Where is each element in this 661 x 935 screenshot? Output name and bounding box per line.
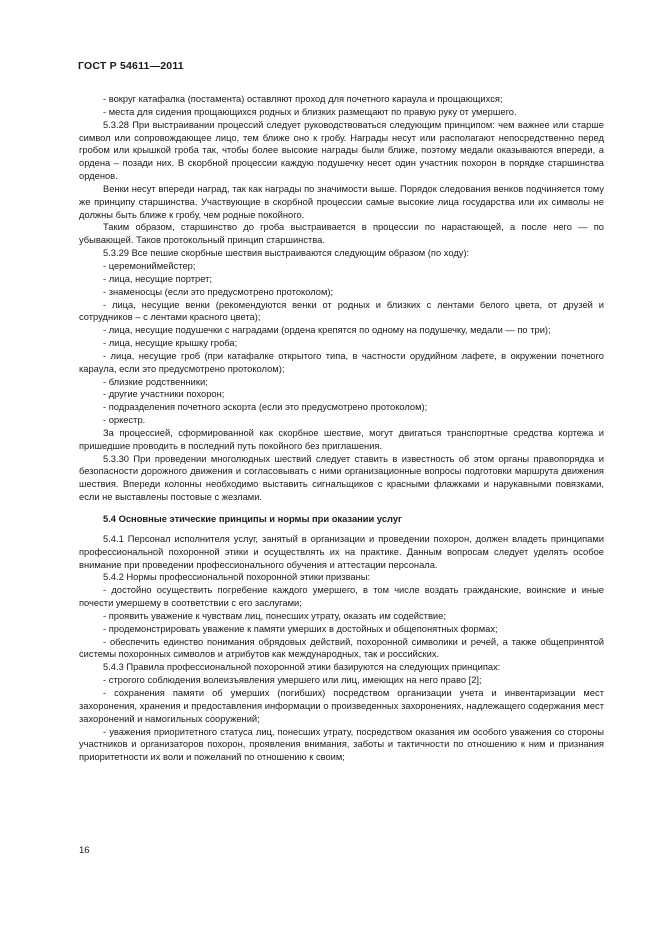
paragraph: 5.3.30 При проведении многолюдных шествий следует ставить в известность об этом органы правопорядка и безопасности дорожного движения и согласовывать с ними организационные вопросы подготовки маршрута движения шествия. Впереди колонны необходимо выставить сигнальщиков с красными флажками и нарукавными повязками, если не выставлены постовые с жезлами. — [79, 453, 604, 503]
list-item: - близкие родственники; — [103, 376, 208, 387]
list-item: - лица, несущие гроб (при катафалке открытого типа, в частности орудийном лафете, в окружении почетного караула, если это предусмотрено протоколом); — [79, 350, 604, 374]
paragraph: 5.3.28 При выстраивании процессий следует руководствоваться следующим принципом: чем важнее или старше символ или сопровождающее лицо, тем ближе оно к гробу. Награды несут или располагают непосредственно перед гробом или крышкой гроба так, чтобы более высокие награды были ближе, поэтому медали оказываются впереди, а ордена – позади них. В скорбной процессии каждую подушечку несет один участник похорон в порядке старшинства орденов. — [79, 119, 604, 182]
paragraph: Таким образом, старшинство до гроба выстраивается в процессии по нарастающей, а после него — по убывающей. Таков протокольный принцип старшинства. — [79, 222, 604, 246]
page-body — [79, 93, 604, 764]
list-item: - лица, несущие подушечки с наградами (ордена крепятся по одному на подушечку, медали — по три); — [103, 325, 551, 336]
list-item: - лица, несущие портрет; — [103, 273, 213, 284]
list-item: - продемонстрировать уважение к памяти умерших в достойных и общепонятных формах; — [103, 623, 498, 634]
paragraph: 5.3.29 Все пешие скорбные шествия выстраиваются следующим образом (по ходу): — [103, 248, 470, 259]
list-item: - знаменосцы (если это предусмотрено протоколом); — [103, 286, 334, 297]
list-item: - лица, несущие венки (рекомендуются венки от родных и близких с лентами белого цвета, от друзей и сотрудников – с лентами красного цвета); — [79, 299, 604, 323]
paragraph: - вокруг катафалка (постамента) оставляют проход для почетного караула и прощающихся; — [103, 94, 503, 104]
page-number: 16 — [79, 845, 90, 856]
list-item: - лица, несущие крышку гроба; — [103, 338, 238, 349]
section-heading: 5.4 Основные этические принципы и нормы при оказании услуг — [103, 514, 402, 524]
list-item: - оркестр. — [103, 415, 146, 426]
list-item: - проявить уважение к чувствам лиц, понесших утрату, оказать им содействие; — [103, 610, 446, 621]
list-item: - уважения приоритетного статуса лиц, понесших утрату, посредством оказания им особого уважения со стороны участников и организаторов похорон, проявления внимания, заботы и тактичности по отношению к ним и признания приоритетности их воли и пожеланий по отношению к своим; — [79, 726, 604, 763]
list-item: - церемониймейстер; — [103, 260, 196, 271]
paragraph: За процессией, сформированной как скорбное шествие, могут двигаться транспортные средства кортежа и пришедшие проводить в последний путь покойного без приглашения. — [79, 427, 604, 451]
list-item: - сохранения памяти об умерших (погибших) посредством организации учета и инвентаризации мест захоронения, хранения и предоставления информации о произведенных захоронениях, надлежащего содержания мест захоронений и намогильных сооружений; — [79, 687, 604, 724]
list-item: - строгого соблюдения волеизъявления умершего или лиц, имеющих на него право [2]; — [103, 675, 482, 686]
list-item: - подразделения почетного эскорта (если это предусмотрено протоколом); — [103, 402, 428, 413]
document-header: ГОСТ Р 54611—2011 — [78, 60, 184, 72]
list-item: - другие участники похорон; — [103, 389, 225, 400]
list-item: - достойно осуществить погребение каждого умершего, в том числе воздать гражданские, воинские и иные почести умершему в соответствии с его заслугами; — [79, 585, 604, 609]
list-item: - обеспечить единство понимания обрядовых действий, похоронной символики и речей, а также общепринятой системы похоронных символов и атрибутов как международных, так и российских. — [79, 636, 604, 660]
paragraph: - места для сидения прощающихся родных и близких размещают по правую руку от умершего. — [103, 106, 517, 117]
paragraph: Венки несут впереди наград, так как награды по значимости выше. Порядок следования венков подчиняется тому же принципу старшинства. Участвующие в скорбной процессии самые высокие лица государства или их символы не должны быть ближе к гробу, чем родные покойного. — [79, 183, 604, 220]
paragraph: 5.4.2 Нормы профессиональной похоронной этики призваны: — [103, 572, 371, 583]
paragraph: 5.4.3 Правила профессиональной похоронной этики базируются на следующих принципах: — [103, 662, 501, 673]
paragraph: 5.4.1 Персонал исполнителя услуг, занятый в организации и проведении похорон, должен владеть принципами профессиональной похоронной этики и осуществлять их на практике. Данным вопросам следует уделять особое внимание при проведении профессионального обучения и аттестации персонала. — [79, 533, 604, 570]
